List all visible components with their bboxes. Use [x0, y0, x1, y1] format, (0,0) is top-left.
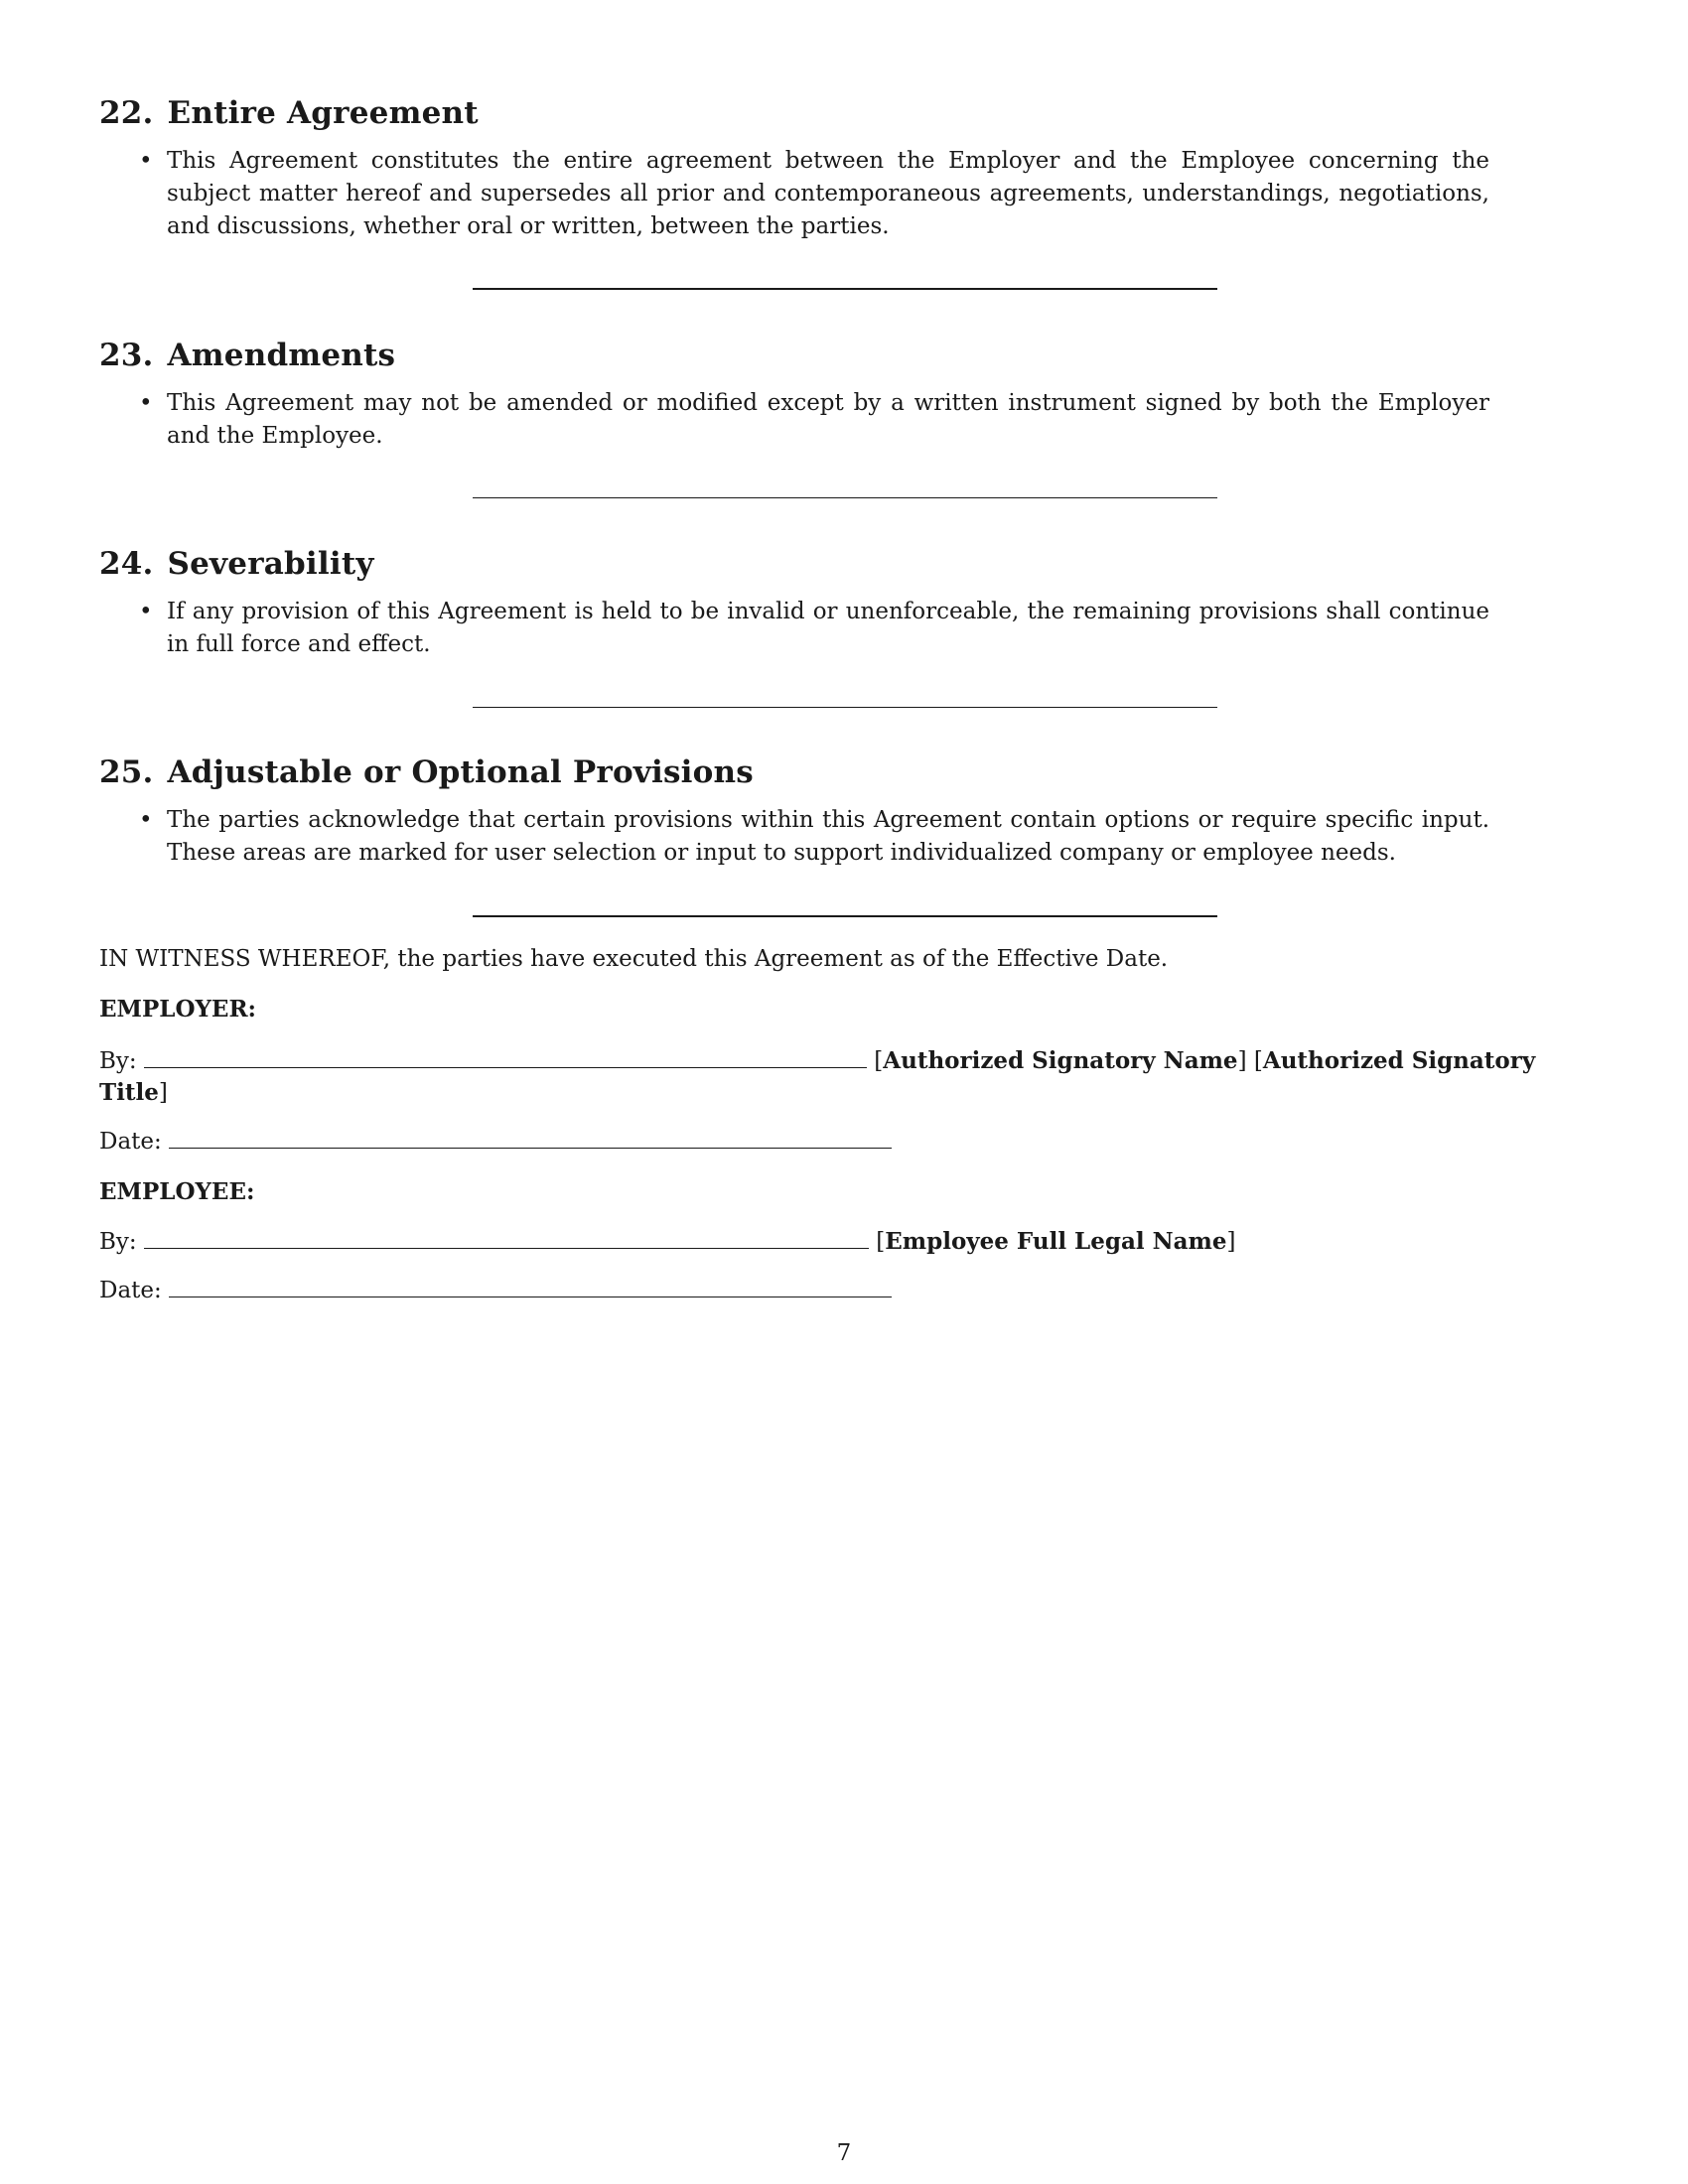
section-title: Amendments: [167, 338, 396, 373]
section-title: Adjustable or Optional Provisions: [167, 754, 754, 790]
section-title: Severability: [167, 546, 374, 582]
employer-signature-line-cont: [99, 1076, 1589, 1110]
bracket: ]: [1237, 1048, 1247, 1074]
section-severability: [99, 544, 1589, 661]
date-label: Date:: [99, 1278, 162, 1303]
section-heading: [99, 336, 1589, 375]
bullet-text: If any provision of this Agreement is held to be invalid or unenforceable, the remaining provisions shall continue in full force and effect.: [167, 599, 1489, 657]
section-number: 22.: [99, 95, 154, 131]
bracket: ]: [1226, 1229, 1236, 1255]
section-entire-agreement: [99, 93, 1589, 243]
employer-signature-field[interactable]: [144, 1045, 867, 1068]
section-heading: [99, 752, 1589, 792]
employer-label: EMPLOYER:: [99, 996, 257, 1023]
bracket: [: [874, 1048, 884, 1074]
by-label: By:: [99, 1048, 137, 1074]
section-number: 25.: [99, 754, 154, 790]
list-item: [99, 804, 1589, 870]
employer-date-line: [99, 1126, 1589, 1159]
bracket: [: [1253, 1048, 1263, 1074]
authorized-signatory-title-cont: Title: [99, 1079, 159, 1106]
section-optional-provisions: [99, 752, 1589, 870]
bullet-list: [99, 145, 1589, 243]
section-heading: [99, 93, 1589, 133]
document-page: [99, 0, 1589, 2184]
authorized-signatory-title: Authorized Signatory: [1262, 1047, 1536, 1074]
bullet-text: This Agreement may not be amended or modified except by a written instrument signed by both the Employer and the Employee.: [167, 390, 1489, 449]
section-divider: [473, 497, 1217, 498]
bracket: [: [876, 1229, 886, 1255]
employee-signature-field[interactable]: [144, 1226, 869, 1249]
bullet-list: [99, 596, 1589, 661]
employee-full-legal-name: Employee Full Legal Name: [885, 1228, 1227, 1255]
bullet-icon: •: [139, 390, 153, 416]
bullet-text: The parties acknowledge that certain provisions within this Agreement contain options or require specific input. These areas are marked for user selection or input to support individualized company or employee needs.: [167, 807, 1489, 866]
bullet-list: [99, 387, 1589, 453]
section-amendments: [99, 336, 1589, 453]
bullet-icon: •: [139, 148, 153, 174]
section-divider: [473, 707, 1217, 708]
section-heading: [99, 544, 1589, 584]
employee-date-line: [99, 1275, 1589, 1307]
bullet-icon: •: [139, 807, 153, 833]
employee-label: EMPLOYEE:: [99, 1178, 255, 1205]
employer-date-field[interactable]: [169, 1126, 892, 1149]
section-divider: [473, 915, 1217, 917]
date-label: Date:: [99, 1129, 162, 1155]
bullet-list: [99, 804, 1589, 870]
authorized-signatory-name: Authorized Signatory Name: [883, 1047, 1238, 1074]
list-item: [99, 387, 1589, 453]
witness-clause: IN WITNESS WHEREOF, the parties have executed this Agreement as of the Effective Date.: [99, 946, 1169, 972]
employer-signature-line: [99, 1044, 1589, 1078]
bullet-icon: •: [139, 599, 153, 624]
bracket: ]: [158, 1080, 168, 1106]
bullet-text: This Agreement constitutes the entire agreement between the Employer and the Employee concerning the subject matter hereof and supersedes all prior and contemporaneous agreements, understandings, negotiations, and discussions, whether oral or written, between the parties.: [167, 148, 1489, 239]
section-divider: [473, 288, 1217, 290]
list-item: [99, 145, 1589, 243]
employee-signature-line: [99, 1225, 1589, 1259]
employee-date-field[interactable]: [169, 1275, 892, 1297]
section-number: 24.: [99, 546, 154, 582]
section-title: Entire Agreement: [167, 95, 479, 131]
by-label: By:: [99, 1229, 137, 1255]
section-number: 23.: [99, 338, 154, 373]
page-number: 7: [836, 2140, 852, 2166]
list-item: [99, 596, 1589, 661]
